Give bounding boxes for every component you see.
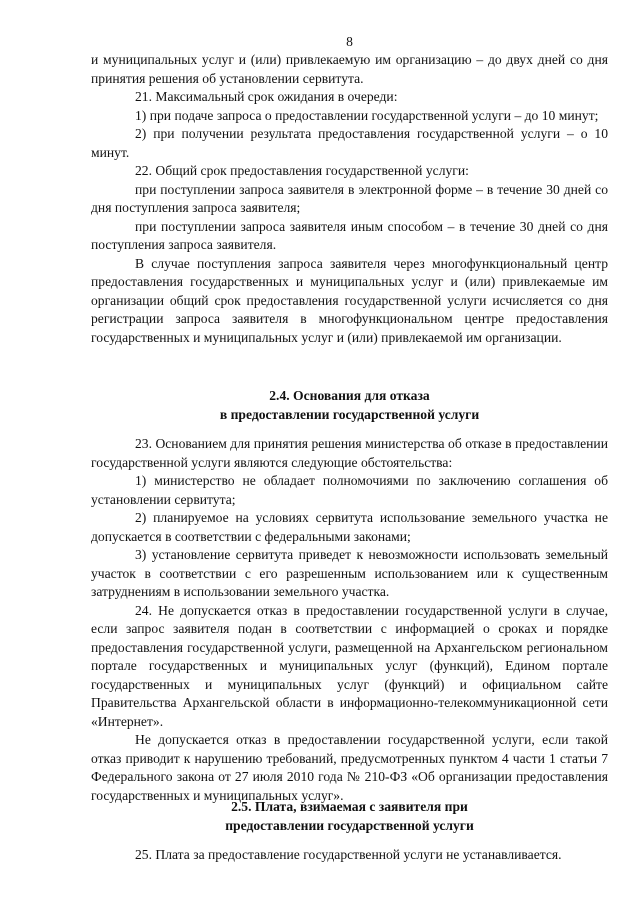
paragraph: 24. Не допускается отказ в предоставлении государственной услуги в случае, если запрос заявителя подан в соответствии с информацией о сроках и порядке предоставления государственной услуги, размещенной на Архангельском региональном портале государственных и муниципальных услуг (функций), Едином портале государственных и муниципальных услуг (функций) и официальном сайте Правительства Архангельской области в информационно-телекоммуникационной сети «Интернет». [91, 602, 608, 729]
paragraph: 23. Основанием для принятия решения министерства об отказе в предоставлении государственной услуги являются следующие обстоятельства: [91, 436, 608, 470]
paragraph: 22. Общий срок предоставления государственной услуги: [135, 163, 469, 178]
section-block-1 [91, 51, 608, 347]
section-heading-2-4 [91, 387, 608, 424]
section-heading-2-5 [91, 798, 608, 835]
paragraph: и муниципальных услуг и (или) привлекаемую им организацию – до двух дней со дня принятия решения об установлении сервитута. [91, 52, 608, 86]
paragraph: при поступлении запроса заявителя в электронной форме – в течение 30 дней со дня поступления запроса заявителя; [91, 181, 608, 215]
paragraph: 25. Плата за предоставление государственной услуги не устанавливается. [135, 847, 562, 862]
paragraph: 2) планируемое на условиях сервитута использование земельного участка не допускается в соответствии с федеральными законами; [91, 510, 608, 544]
paragraph: Не допускается отказ в предоставлении государственной услуги, если такой отказ приводит к нарушению требований, предусмотренных пунктом 4 части 1 статьи 7 Федерального закона от 27 июля 2010 года № 210-ФЗ «Об организации предоставления государственных и муниципальных услуг». [91, 732, 608, 803]
paragraph: 3) установление сервитута приведет к невозможности использовать земельный участок в соответствии с его разрешенным использованием или к существенным затруднениям в использовании земельного участка. [91, 547, 608, 599]
paragraph: 21. Максимальный срок ожидания в очереди: [135, 89, 398, 104]
heading-line: 2.4. Основания для отказа [269, 388, 430, 403]
section-block-3 [91, 846, 608, 865]
paragraph: В случае поступления запроса заявителя через многофункциональный центр предоставления государственных и муниципальных услуг и (или) привлекаемые им организации общий срок предоставления государственной услуги исчисляется со дня регистрации запроса заявителя в многофункциональном центре предоставления государственных и муниципальных услуг и (или) привлекаемой им организации. [91, 255, 608, 345]
page-number: 8 [346, 34, 353, 49]
paragraph: 2) при получении результата предоставления государственной услуги – о 10 минут. [91, 126, 608, 160]
section-block-2 [91, 435, 608, 805]
paragraph: 1) при подаче запроса о предоставлении государственной услуги – до 10 минут; [135, 107, 599, 123]
paragraph: 1) министерство не обладает полномочиями по заключению соглашения об установлении сервитута; [91, 473, 608, 507]
heading-line: 2.5. Плата, взимаемая с заявителя при [231, 799, 468, 814]
paragraph: при поступлении запроса заявителя иным способом – в течение 30 дней со дня поступления запроса заявителя. [91, 218, 608, 252]
heading-line: в предоставлении государственной услуги [219, 406, 480, 422]
heading-line: предоставлении государственной услуги [225, 817, 474, 833]
